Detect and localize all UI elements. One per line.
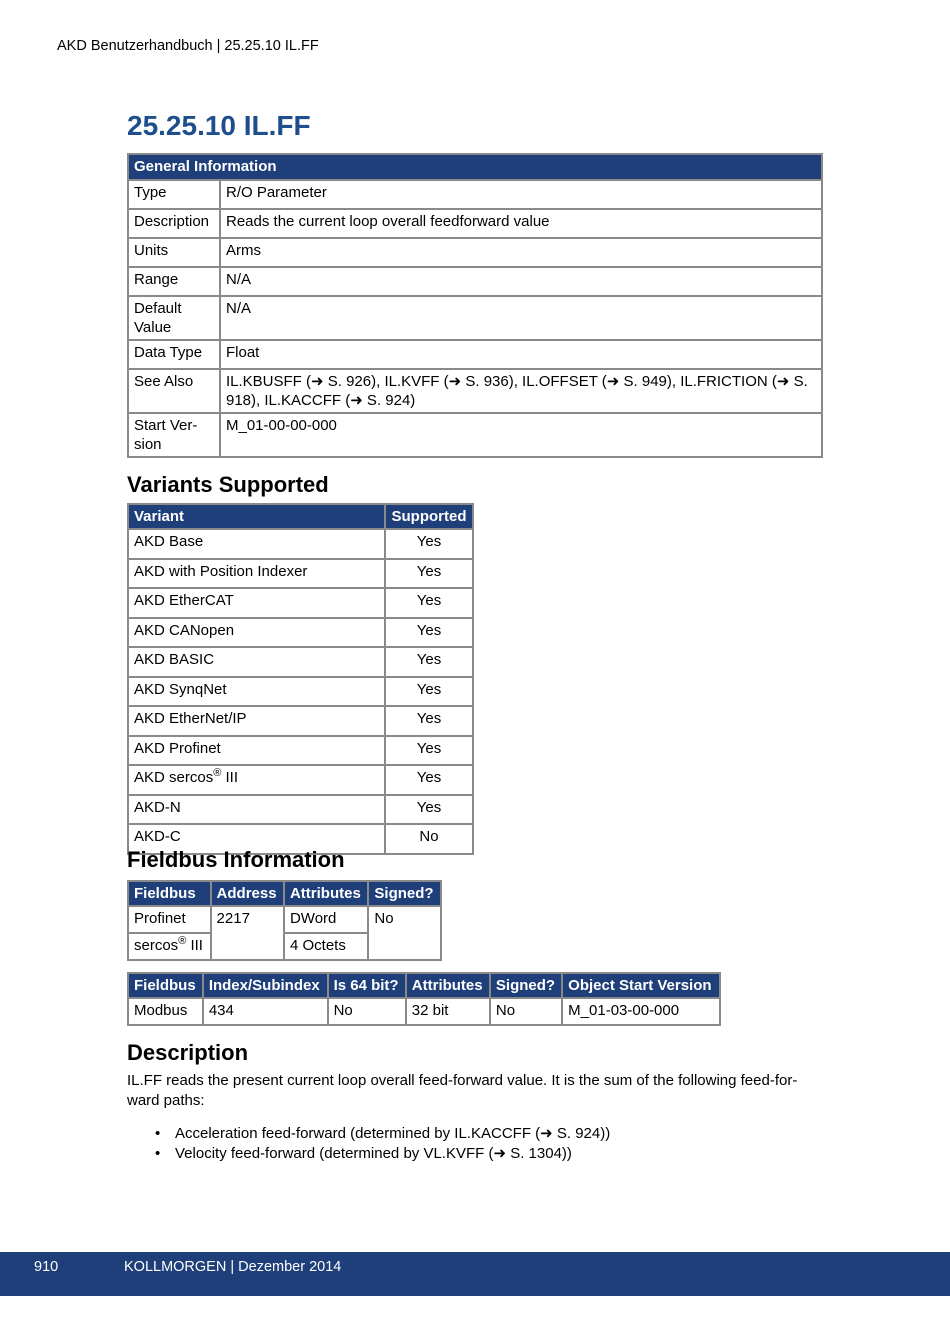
col-signed: Signed? [368,881,441,906]
variant-supported: Yes [385,765,473,795]
variants-table [127,503,474,855]
table-row [128,369,822,413]
table-row [128,906,441,933]
variant-name: AKD CANopen [128,618,385,648]
fieldbus-address: 2217 [211,906,284,960]
description-list [155,1124,610,1163]
cell-64bit: No [328,998,406,1025]
row-value: R/O Parameter [220,180,822,209]
variant-name: AKD with Position Indexer [128,559,385,589]
table-row [128,267,822,296]
row-value: M_01-00-00-000 [220,413,822,457]
table-row [128,588,473,618]
variant-name-text: AKD sercos [134,769,214,786]
col-index-subindex: Index/Subindex [203,973,328,998]
variant-name-suffix: III [221,769,238,786]
table-row [128,998,720,1025]
table-row [128,677,473,707]
footer-company: KOLLMORGEN | Dezember 2014 [124,1259,342,1275]
row-value: IL.KBUSFF (➜ S. 926), IL.KVFF (➜ S. 936), IL.OFFSET (➜ S. 949), IL.FRICTION (➜ S. 918), IL.KACCFF (➜ S. 924) [220,369,822,413]
sercos-text: sercos [134,937,179,954]
row-key: Start Ver-sion [128,413,220,457]
table-row [128,736,473,766]
table-row [128,647,473,677]
fieldbus-profinet: Profinet [128,906,211,933]
variant-supported: Yes [385,529,473,559]
table-row [128,765,473,795]
list-item: • Acceleration feed-forward (determined by IL.KACCFF (➜ S. 924)) [155,1124,610,1144]
cell-start-version: M_01-03-00-000 [562,998,720,1025]
variant-name: AKD-C [128,824,385,854]
variant-supported: Yes [385,588,473,618]
row-key: Description [128,209,220,238]
row-key: Data Type [128,340,220,369]
page-title: 25.25.10 IL.FF [127,110,311,141]
row-value: N/A [220,296,822,340]
variant-name: AKD EtherNet/IP [128,706,385,736]
variant-name: AKD EtherCAT [128,588,385,618]
table-row [128,238,822,267]
col-fieldbus: Fieldbus [128,973,203,998]
sercos-suffix: III [186,937,203,954]
table-row [128,795,473,825]
col-address: Address [211,881,284,906]
variant-name [128,765,385,795]
general-information-heading: General Information [128,154,822,180]
col-attributes: Attributes [284,881,368,906]
variant-supported: Yes [385,736,473,766]
fieldbus-sercos [128,933,211,960]
variant-supported: Yes [385,559,473,589]
footer-bar [0,1252,950,1296]
col-fieldbus: Fieldbus [128,881,211,906]
col-signed: Signed? [490,973,562,998]
variant-supported: Yes [385,647,473,677]
variant-name: AKD Profinet [128,736,385,766]
col-is-64-bit: Is 64 bit? [328,973,406,998]
cell-signed: No [490,998,562,1025]
row-key: Range [128,267,220,296]
cell-attributes: 32 bit [406,998,490,1025]
running-header: AKD Benutzerhandbuch | 25.25.10 IL.FF [57,38,319,54]
fieldbus-signed: No [368,906,441,960]
table-row [128,618,473,648]
fieldbus-heading: Fieldbus Information [127,847,345,872]
row-value: Reads the current loop overall feedforward value [220,209,822,238]
table-row [128,180,822,209]
variant-supported: Yes [385,677,473,707]
attr-sercos: 4 Octets [284,933,368,960]
cell-fieldbus: Modbus [128,998,203,1025]
variant-supported: No [385,824,473,854]
fieldbus-table-2 [127,972,721,1026]
row-value: Float [220,340,822,369]
list-item: • Velocity feed-forward (determined by VL.KVFF (➜ S. 1304)) [155,1144,610,1164]
attr-profinet: DWord [284,906,368,933]
row-key: Type [128,180,220,209]
col-supported: Supported [385,504,473,529]
fieldbus-table-1 [127,880,442,961]
table-row [128,413,822,457]
variant-name: AKD SynqNet [128,677,385,707]
row-key: Units [128,238,220,267]
cell-index: 434 [203,998,328,1025]
col-attributes: Attributes [406,973,490,998]
row-value: Arms [220,238,822,267]
table-row [128,529,473,559]
variant-name: AKD BASIC [128,647,385,677]
variant-supported: Yes [385,618,473,648]
variant-name: AKD Base [128,529,385,559]
page-number: 910 [34,1259,59,1275]
table-row [128,706,473,736]
general-information-table [127,153,823,458]
table-row [128,559,473,589]
variant-supported: Yes [385,795,473,825]
col-variant: Variant [128,504,385,529]
table-row [128,340,822,369]
registered-mark: ® [213,767,222,779]
registered-mark: ® [178,935,187,947]
col-object-start-version: Object Start Version [562,973,720,998]
variants-heading: Variants Supported [127,472,329,497]
row-key: Default Value [128,296,220,340]
row-value: N/A [220,267,822,296]
row-key: See Also [128,369,220,413]
table-row [128,209,822,238]
table-row [128,296,822,340]
variant-supported: Yes [385,706,473,736]
variant-name: AKD-N [128,795,385,825]
description-text: IL.FF reads the present current loop overall feed-forward value. It is the sum of the following feed-for-ward paths: [127,1072,798,1109]
description-heading: Description [127,1040,249,1065]
